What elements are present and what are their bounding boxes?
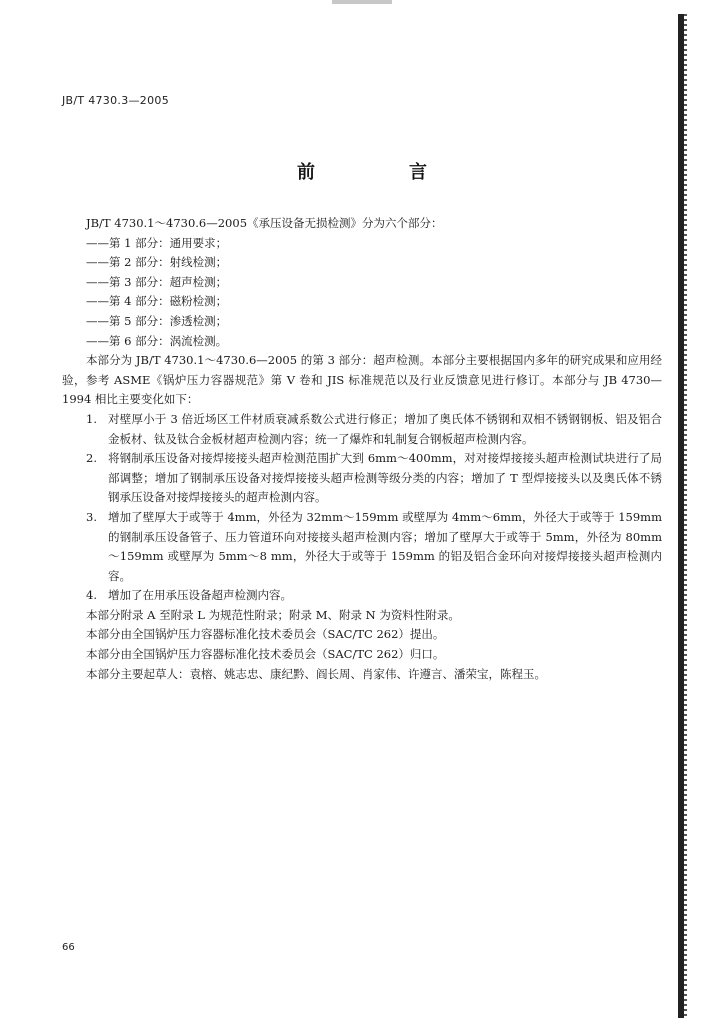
foreword-body bbox=[62, 214, 662, 684]
part-item: ——第 6 部分：涡流检测。 bbox=[86, 333, 228, 348]
drafters-note: 本部分主要起草人：袁榕、姚志忠、康纪黔、阎长周、肖家伟、许遵言、潘荣宝，陈程玉。 bbox=[86, 666, 546, 681]
part-item: ——第 4 部分：磁粉检测； bbox=[86, 294, 228, 309]
part-item: ——第 2 部分：射线检测； bbox=[86, 255, 228, 270]
parts-list bbox=[62, 234, 662, 352]
change-item bbox=[62, 410, 662, 449]
page-number: 66 bbox=[62, 942, 75, 953]
change-text: 将钢制承压设备对接焊接接头超声检测范围扩大到 6mm～400mm，对对接焊接接头超声检测试块进行了局部调整；增加了钢制承压设备对接焊接接头超声检测等级分类的内容；增加了 T 型焊接接头以及奥氏体不锈钢承压设备对接焊接接头的超声检测内容。 bbox=[108, 451, 662, 505]
change-item bbox=[62, 449, 662, 508]
appendix-note: 本部分附录 A 至附录 L 为规范性附录；附录 M、附录 N 为资料性附录。 bbox=[86, 607, 460, 622]
scan-smudge bbox=[332, 0, 392, 4]
change-number: 3. bbox=[86, 509, 97, 524]
change-item bbox=[62, 586, 662, 606]
proposed-by-note: 本部分由全国锅炉压力容器标准化技术委员会（SAC/TC 262）提出。 bbox=[86, 627, 445, 642]
part-item: ——第 1 部分：通用要求； bbox=[86, 235, 228, 250]
change-text: 增加了在用承压设备超声检测内容。 bbox=[108, 588, 292, 603]
change-number: 4. bbox=[86, 588, 97, 603]
managed-by-note: 本部分由全国锅炉压力容器标准化技术委员会（SAC/TC 262）归口。 bbox=[86, 647, 445, 662]
change-number: 1. bbox=[86, 411, 97, 426]
page-title: 前 言 bbox=[297, 162, 465, 183]
change-number: 2. bbox=[86, 451, 97, 466]
change-text: 增加了壁厚大于或等于 4mm，外径为 32mm～159mm 或壁厚为 4mm～6mm，外径大于或等于 159mm 的钢制承压设备管子、压力管道环向对接接头超声检测内容；增加了壁厚大于或等于 5mm，外径为 80mm～159mm 或壁厚为 5mm～8 mm，外径大于或等于 159mm 的铝及铝合金环向对接焊接接头超声检测内容。 bbox=[108, 509, 662, 583]
standard-number: JB/T 4730.3—2005 bbox=[62, 94, 169, 107]
part-item: ——第 3 部分：超声检测； bbox=[86, 274, 228, 289]
part-item: ——第 5 部分：渗透检测； bbox=[86, 313, 228, 328]
changes-list bbox=[62, 410, 662, 606]
intro-paragraph: JB/T 4730.1～4730.6—2005《承压设备无损检测》分为六个部分： bbox=[86, 216, 443, 230]
description-paragraph: 本部分为 JB/T 4730.1～4730.6—2005 的第 3 部分：超声检测。本部分主要根据国内多年的研究成果和应用经验，参考 ASME《锅炉压力容器规范》第 V 卷和 JIS 标准规范以及行业反馈意见进行修订。本部分与 JB 4730—1994 相比主要变化如下： bbox=[62, 353, 662, 407]
change-item bbox=[62, 508, 662, 586]
change-text: 对壁厚小于 3 倍近场区工件材质衰减系数公式进行修正；增加了奥氏体不锈钢和双相不锈钢钢板、铝及铝合金板材、钛及钛合金板材超声检测内容；统一了爆炸和轧制复合钢板超声检测内容。 bbox=[108, 411, 662, 446]
